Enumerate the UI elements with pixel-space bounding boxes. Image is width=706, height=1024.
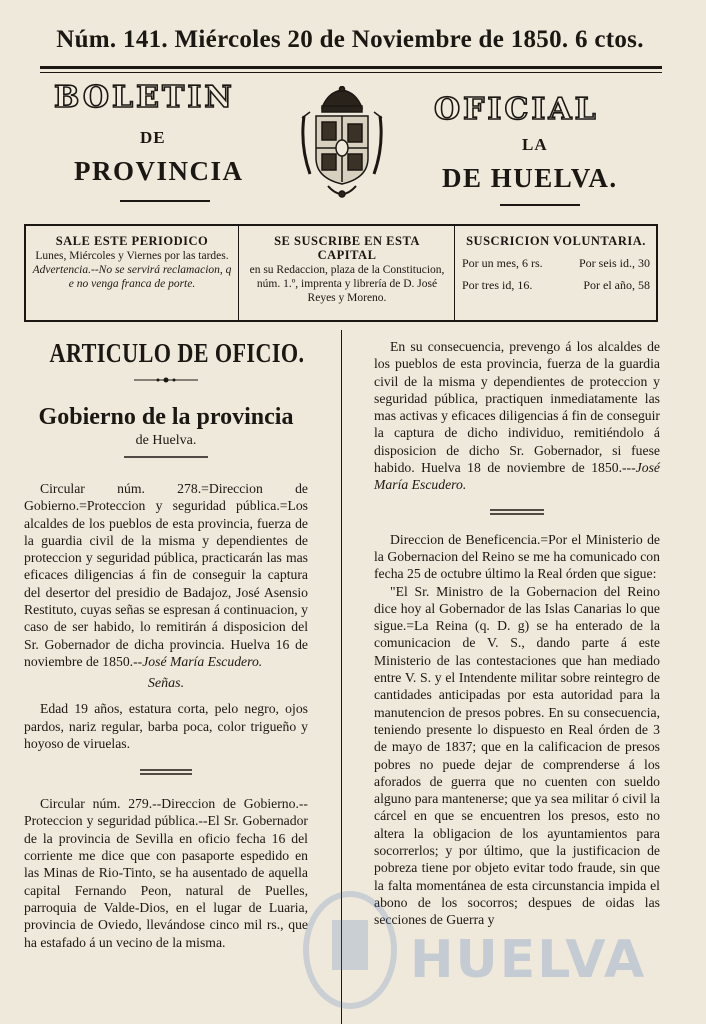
info-column-periodico [26, 226, 238, 320]
masthead-de-left: DE [140, 128, 166, 147]
gov-title: Gobierno de la provincia [38, 404, 294, 430]
right-column [374, 338, 660, 929]
subscription-info-box [24, 224, 658, 322]
masthead-la: LA [522, 135, 548, 154]
price-row-2 [462, 278, 650, 292]
top-rule-thick [40, 66, 662, 69]
info-column-suscricion [456, 226, 656, 320]
price-row-1 [462, 256, 650, 270]
circular-279: Circular núm. 279.--Direccion de Gobierno.--Proteccion y seguridad pública.--El Sr. Gobernador de la provincia de Sevilla en oficio fecha 16 del corriente me dice que con pasaporte espedido en las Minas de Rio-Tinto, se ha ausentado de aquella capital Fernando Peon, natural de Puelles, parroquia de Valde-Dios, en el lugar de Luaria, provincia de Oviedo, llevándose cinco mil rs., que ha estafado á un vecino de la misma. [24, 796, 308, 950]
info-days: Lunes, Miércoles y Viernes por las tardes. [35, 250, 229, 262]
senas-heading: Señas. [147, 676, 185, 692]
info-title-suscricion: SUSCRICION VOLUNTARIA. [466, 234, 646, 248]
ornament-divider-icon [24, 375, 308, 385]
continuation-text: En su consecuencia, prevengo á los alcaldes de los pueblos de esta provincia, fuerza de la guardia civil de la misma y dependientes de proteccion y seguridad pública, practiquen inmediatamente las mas activas y eficaces diligencias á fin de conseguir la captura de dicho individuo, remitiéndolo á disposicion de dicho Sr. Gobernador, si fuese habido. Huelva 18 de noviembre de 1850.--- [374, 339, 660, 476]
masthead-provincia: PROVINCIA [74, 156, 244, 186]
continuation-paragraph [374, 338, 660, 494]
watermark-text: HUELVA [410, 930, 647, 990]
info-title-periodico: SALE ESTE PERIODICO [55, 234, 209, 248]
royal-crest-icon [298, 86, 386, 204]
circular-278-signature: José María Escudero. [142, 653, 263, 669]
info-divider-2 [454, 226, 455, 320]
short-rule [24, 453, 308, 461]
column-divider [341, 330, 342, 1024]
info-advertencia: Advertencia.--No se servirá reclamacion, q e no venga franca de porte. [32, 264, 232, 290]
section-title: ARTICULO DE OFICIO. [49, 338, 305, 368]
circular-278-text: Circular núm. 278.=Direccion de Gobierno.=Proteccion y seguridad pública.=Los alcaldes de los pueblos de esta provincia, fuerza de la guardia civil de la misma y dependientes de proteccion y seguridad pública, practicarán las mas eficaces diligencias á fin de conseguir la captura del desertor del presidio de Badajoz, José Asensio Restituto, cuyas señas se espresan á continuacion, y caso de ser habido, lo remitirán á disposicion del Sr. Gobernador de dicha provincia. Huelva 16 de noviembre de 1850.-- [24, 481, 308, 669]
circular-278 [24, 480, 308, 670]
issue-line: Núm. 141. Miércoles 20 de Noviembre de 1850. 6 ctos. [56, 26, 644, 53]
beneficencia-paragraph: Direccion de Beneficencia.=Por el Ministerio de la Gobernacion del Reino se me ha comunicado con fecha 25 de octubre último la Real órden que sigue: [374, 531, 660, 582]
double-rule-right [374, 508, 660, 516]
continuation-signature: José María Escudero. [374, 460, 660, 493]
double-rule [24, 768, 308, 776]
info-divider-1 [238, 226, 239, 320]
gov-subtitle: de Huelva. [135, 433, 197, 448]
price-one-year: Por el año, 58 [583, 278, 650, 292]
masthead-de-huelva: DE HUELVA. [442, 163, 618, 193]
senas-text: Edad 19 años, estatura corta, pelo negro, ojos pardos, nariz regular, barba poca, color trigueño y hoyoso de viruelas. [24, 701, 308, 751]
masthead-underline-left [120, 200, 210, 202]
top-rule-thin [40, 72, 662, 73]
info-title-suscribe: SE SUSCRIBE EN ESTA CAPITAL [274, 234, 420, 262]
real-orden-quote: "El Sr. Ministro de la Gobernacion del Reino dice hoy al Gobernador de las Islas Canarias lo que sigue.=La Reina (q. D. g) se ha enterado de la comunicacion de V. S., dando parte á este Ministerio de las contestaciones que han mediado entre V. S. y el Intendente militar sobre reintegro de cantidades anticipadas por esta autoridad para la manutencion de presos pobres. En su consecuencia, teniendo presente lo dispuesto en Real órden de 3 de mayo de 1837; que en la calificacion de presos pobres no puede dejar de comprenderse á los aforados de guerra que no cuenten con sueldo alguno para mantenerse; que ya sea militar ó civil la cárcel en que se encuentren los presos, esto no altera la obligacion de los ayuntamientos para socorrerlos; y por último, que la justificacion de pobreza tiene por objeto evitar todo fraude, sin que la falta momentánea de esta circunstancia impida el abono de los socorros; despues de oidas las secciones de Guerra y [374, 583, 660, 928]
masthead-underline-right [500, 204, 580, 206]
masthead-oficial: OFICIAL [434, 92, 599, 127]
price-one-month: Por un mes, 6 rs. [462, 256, 543, 270]
price-three-months: Por tres id, 16. [462, 278, 533, 292]
masthead-boletin: BOLETIN [54, 80, 235, 115]
info-suscribe-text: en su Redaccion, plaza de la Constitucion, núm. 1.º, imprenta y librería de D. José Reyes y Moreno. [249, 264, 445, 304]
info-column-suscribe [240, 226, 454, 320]
left-column [24, 334, 308, 951]
price-six-months: Por seis id., 30 [578, 256, 650, 270]
